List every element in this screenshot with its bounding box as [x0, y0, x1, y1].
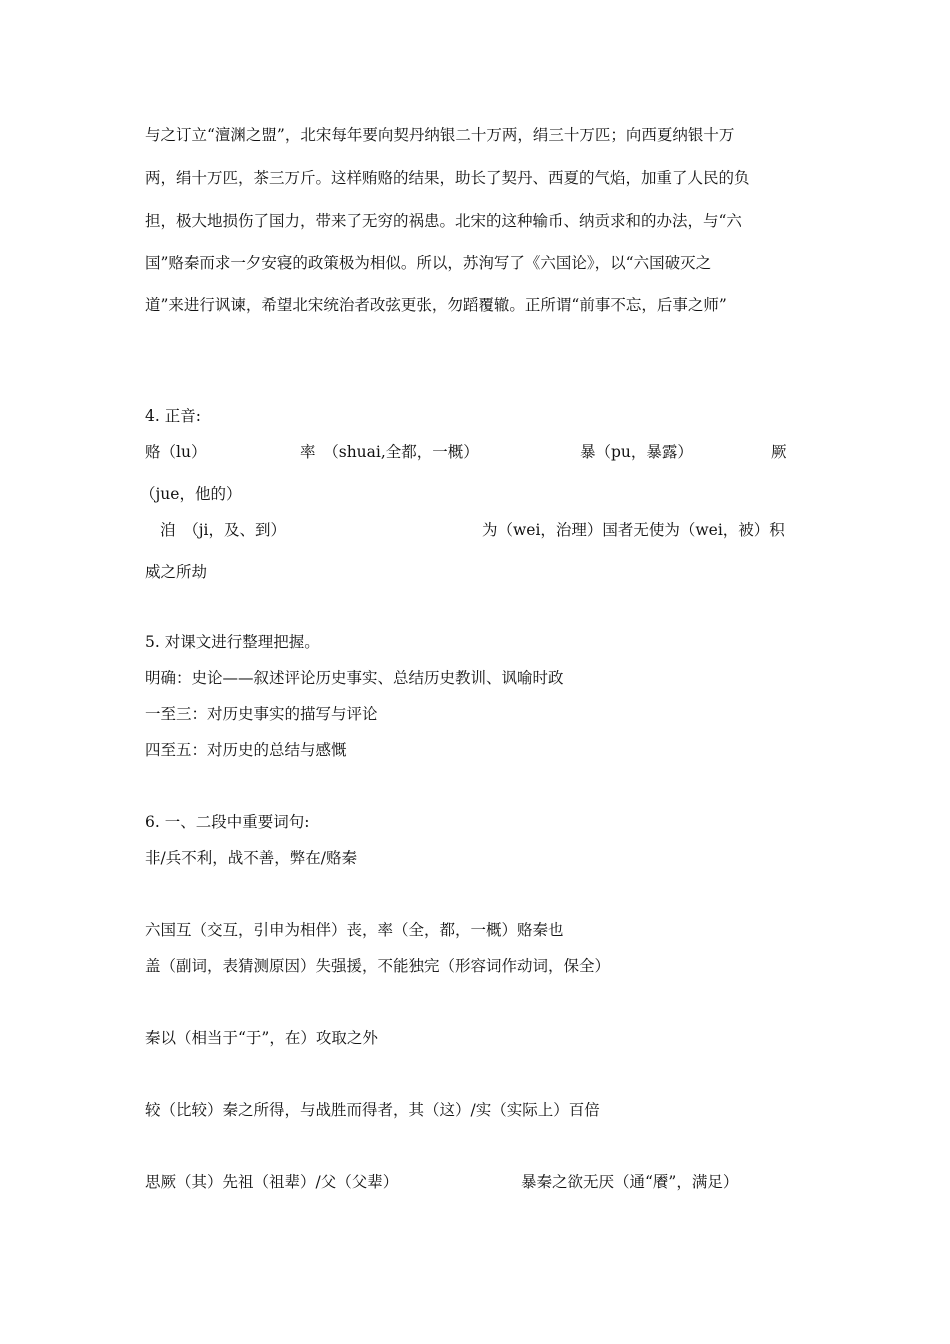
intro-line-4: 国”赂秦而求一夕安寝的政策极为相似。所以，苏洵写了《六国论》，以“六国破灭之: [145, 254, 712, 272]
section-5-heading: 5. 对课文进行整理把握。: [145, 633, 320, 651]
intro-line-3: 担，极大地损伤了国力，带来了无穷的祸患。北宋的这种输币、纳贡求和的办法，与“六: [145, 212, 742, 230]
intro-line-1: 与之订立“澶渊之盟”，北宋每年要向契丹纳银二十万两，绢三十万匹；向西夏纳银十万: [145, 126, 735, 144]
pronunciation-ji: 洎 （ji，及、到）: [160, 521, 287, 539]
section-5-line-1: 明确：史论——叙述评论历史事实、总结历史教训、讽喻时政: [145, 669, 564, 687]
section-5-line-3: 四至五：对历史的总结与感慨: [145, 741, 347, 759]
section-5-line-2: 一至三：对历史事实的描写与评论: [145, 705, 378, 723]
pronunciation-lu: 赂（lu）: [145, 443, 207, 461]
intro-line-5: 道”来进行讽谏，希望北宋统治者改弦更张，勿蹈覆辙。正所谓“前事不忘，后事之师”: [145, 296, 727, 314]
section-6-line-6a: 思厥（其）先祖（祖辈）/父（父辈）: [145, 1173, 399, 1191]
section-6-line-6b: 暴秦之欲无厌（通“餍”，满足）: [521, 1173, 739, 1191]
pronunciation-shuai: 率 （shuai,全都，一概）: [300, 443, 479, 461]
pronunciation-jue-gloss: （jue，他的）: [140, 485, 242, 503]
section-6-line-3: 盖（副词，表猜测原因）失强援，不能独完（形容词作动词，保全）: [145, 957, 611, 975]
section-6-heading: 6. 一、二段中重要词句:: [145, 813, 310, 831]
section-6-line-5: 较（比较）秦之所得，与战胜而得者，其（这）/实（实际上）百倍: [145, 1101, 600, 1119]
pronunciation-pu: 暴（pu，暴露）: [580, 443, 693, 461]
section-6-line-4: 秦以（相当于“于”，在）攻取之外: [145, 1029, 378, 1047]
section-6-line-2: 六国互（交互，引申为相伴）丧，率（全，都，一概）赂秦也: [145, 921, 564, 939]
intro-line-2: 两，绢十万匹，茶三万斤。这样贿赂的结果，助长了契丹、西夏的气焰，加重了人民的负: [145, 169, 750, 187]
pronunciation-jue-char: 厥: [771, 443, 787, 461]
section-6-line-1: 非/兵不利，战不善，弊在/赂秦: [145, 849, 357, 867]
pronunciation-wei-continued: 威之所劫: [145, 563, 208, 581]
pronunciation-wei: 为（wei，治理）国者无使为（wei，被）积: [482, 521, 785, 539]
section-4-heading: 4. 正音:: [145, 407, 201, 425]
